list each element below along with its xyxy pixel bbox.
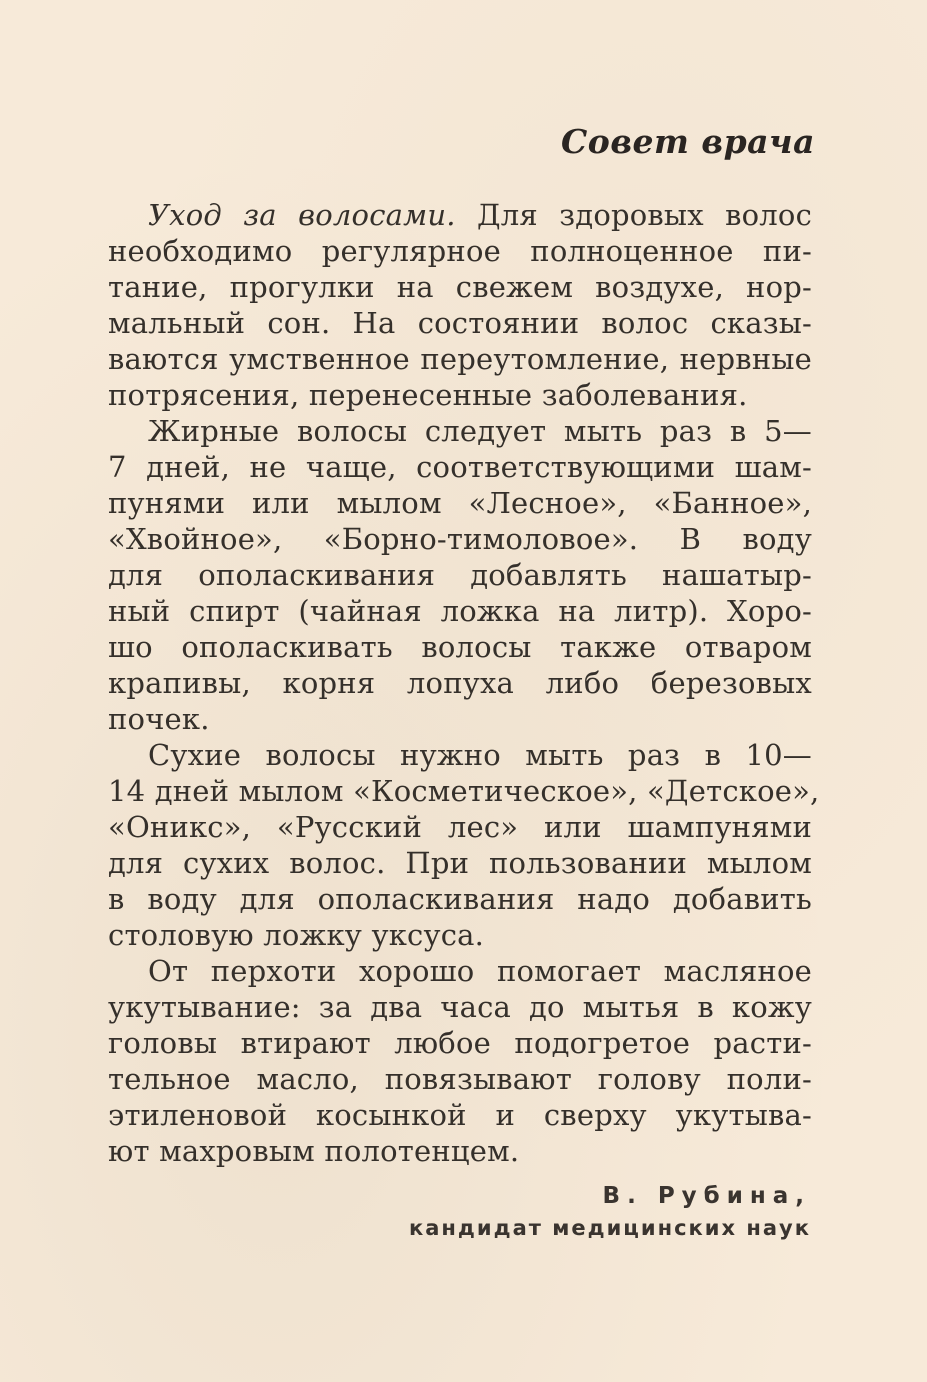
- article-line: 14 дней мылом «Косметическое», «Детское»,: [108, 774, 820, 808]
- article-line: «Хвойное», «Борно-тимоловое». В воду: [108, 522, 812, 556]
- article-line: потрясения, перенесенные заболевания.: [108, 378, 748, 412]
- article-line: [108, 197, 812, 233]
- article-line: для ополаскивания добавлять нашатыр-: [108, 558, 812, 592]
- article-line-text: Для здоровых волос: [477, 198, 813, 232]
- article-line: Жирные волосы следует мыть раз в 5—: [148, 414, 812, 448]
- article-line: Сухие волосы нужно мыть раз в 10—: [148, 738, 812, 772]
- article-line: головы втирают любое подогретое расти-: [108, 1026, 812, 1060]
- article-line: ный спирт (чайная ложка на литр). Хоро-: [108, 594, 812, 628]
- article-line: шо ополаскивать волосы также отваром: [108, 630, 812, 664]
- section-title: Совет врача: [561, 122, 815, 161]
- article-line: для сухих волос. При пользовании мылом: [108, 846, 812, 880]
- author-signature: [409, 1180, 811, 1244]
- article-line: ют махровым полотенцем.: [108, 1134, 520, 1168]
- paragraph-1: [108, 197, 812, 413]
- article-line: пунями или мылом «Лесное», «Банное»,: [108, 486, 812, 520]
- article-line: крапивы, корня лопуха либо березовых: [108, 666, 812, 700]
- article-lead-title: Уход за волосами.: [148, 198, 456, 232]
- article-line: «Оникс», «Русский лес» или шампунями: [108, 810, 812, 844]
- article-line: тание, прогулки на свежем воздухе, нор-: [108, 270, 812, 304]
- article-line: почек.: [108, 702, 210, 736]
- article-line: в воду для ополаскивания надо добавить: [108, 882, 812, 916]
- paragraph-3: [108, 737, 820, 953]
- article-line: столовую ложку уксуса.: [108, 918, 485, 952]
- article-line: ваются умственное переутомление, нервные: [108, 342, 812, 376]
- article-line: укутывание: за два часа до мытья в кожу: [108, 990, 812, 1024]
- article-line: 7 дней, не чаще, соответствующими шам-: [108, 450, 812, 484]
- author-name: В. Рубина,: [602, 1183, 811, 1209]
- paragraph-4: [108, 953, 812, 1169]
- author-title: кандидат медицинских наук: [409, 1216, 811, 1240]
- article-line: От перхоти хорошо помогает масляное: [148, 954, 812, 988]
- article-body: [108, 197, 820, 1169]
- article-line: мальный сон. На состоянии волос сказы-: [108, 306, 812, 340]
- article-line: необходимо регулярное полноценное пи-: [108, 234, 812, 268]
- article-line: тельное масло, повязывают голову поли-: [108, 1062, 812, 1096]
- paragraph-2: [108, 413, 812, 737]
- article-line: этиленовой косынкой и сверху укутыва-: [108, 1098, 812, 1132]
